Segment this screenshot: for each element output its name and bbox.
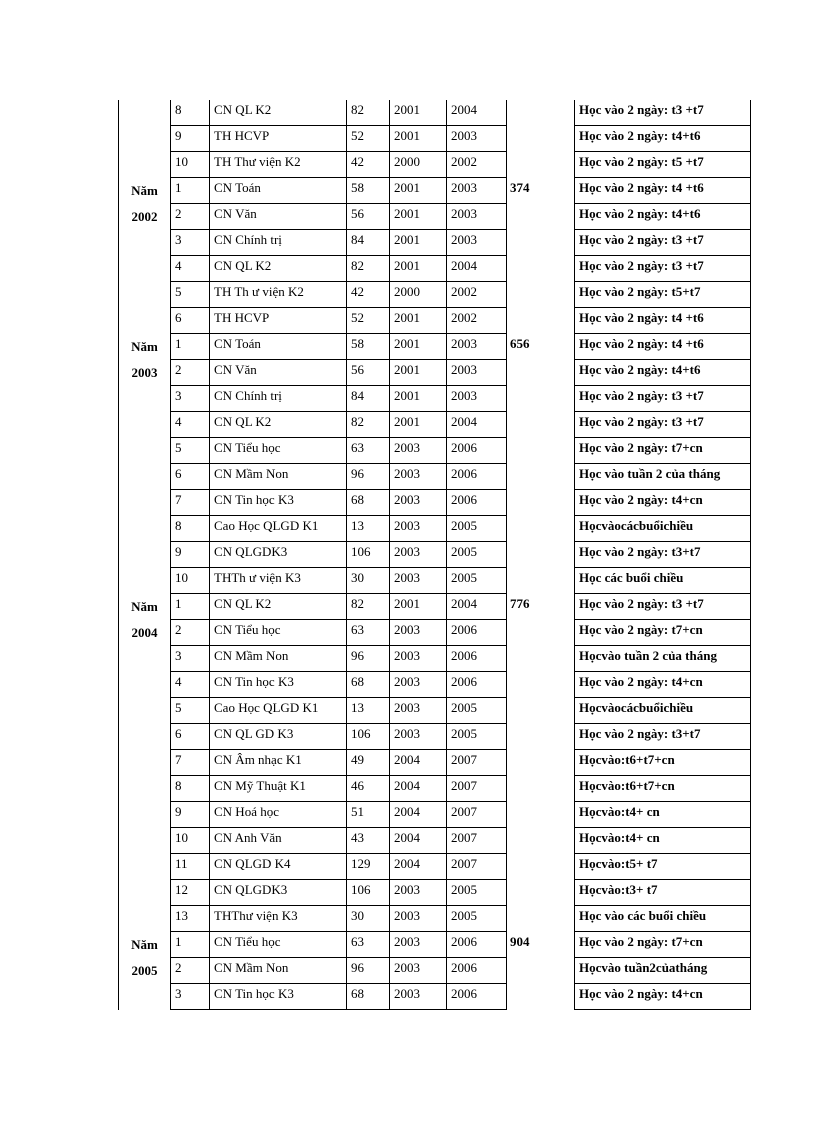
cell-name: CN Hoá học bbox=[210, 802, 347, 828]
year-value: 2004 bbox=[131, 624, 158, 640]
table-row bbox=[119, 412, 751, 438]
cell-name: Cao Học QLGD K1 bbox=[210, 698, 347, 724]
year-cell bbox=[119, 178, 171, 334]
cell-no: 5 bbox=[171, 282, 210, 308]
cell-to: 2006 bbox=[447, 438, 507, 464]
cell-from: 2001 bbox=[390, 204, 447, 230]
cell-no: 10 bbox=[171, 828, 210, 854]
cell-count: 68 bbox=[347, 984, 390, 1010]
cell-count: 129 bbox=[347, 854, 390, 880]
cell-from: 2001 bbox=[390, 256, 447, 282]
cell-count: 49 bbox=[347, 750, 390, 776]
cell-to: 2004 bbox=[447, 100, 507, 126]
cell-name: CN Toán bbox=[210, 334, 347, 360]
cell-count: 56 bbox=[347, 204, 390, 230]
cell-count: 82 bbox=[347, 256, 390, 282]
cell-no: 4 bbox=[171, 412, 210, 438]
cell-note: Học vào 2 ngày: t5+t7 bbox=[575, 282, 751, 308]
cell-count: 56 bbox=[347, 360, 390, 386]
cell-name: CN QL K2 bbox=[210, 256, 347, 282]
table-row bbox=[119, 776, 751, 802]
cell-count: 68 bbox=[347, 672, 390, 698]
table-row bbox=[119, 984, 751, 1010]
cell-name: CN QL K2 bbox=[210, 594, 347, 620]
cell-from: 2004 bbox=[390, 802, 447, 828]
cell-count: 30 bbox=[347, 906, 390, 932]
cell-to: 2006 bbox=[447, 958, 507, 984]
cell-to: 2007 bbox=[447, 802, 507, 828]
cell-from: 2003 bbox=[390, 438, 447, 464]
cell-count: 106 bbox=[347, 542, 390, 568]
year-cell bbox=[119, 334, 171, 594]
cell-name: CN QLGD K4 bbox=[210, 854, 347, 880]
cell-count: 58 bbox=[347, 334, 390, 360]
cell-from: 2003 bbox=[390, 542, 447, 568]
cell-note: Học vào 2 ngày: t7+cn bbox=[575, 620, 751, 646]
table-row bbox=[119, 646, 751, 672]
cell-to: 2006 bbox=[447, 464, 507, 490]
cell-note: Họcvàocácbuổichiều bbox=[575, 516, 751, 542]
cell-to: 2003 bbox=[447, 230, 507, 256]
cell-note: Họcvào tuần 2 của tháng bbox=[575, 646, 751, 672]
cell-note: Họcvào tuần2củatháng bbox=[575, 958, 751, 984]
cell-from: 2003 bbox=[390, 646, 447, 672]
cell-note: Học vào 2 ngày: t4 +t6 bbox=[575, 334, 751, 360]
cell-no: 1 bbox=[171, 594, 210, 620]
cell-to: 2007 bbox=[447, 776, 507, 802]
cell-count: 96 bbox=[347, 646, 390, 672]
cell-from: 2003 bbox=[390, 698, 447, 724]
cell-count: 82 bbox=[347, 100, 390, 126]
cell-to: 2005 bbox=[447, 880, 507, 906]
cell-count: 42 bbox=[347, 282, 390, 308]
cell-name: CN Văn bbox=[210, 360, 347, 386]
cell-to: 2005 bbox=[447, 568, 507, 594]
cell-to: 2003 bbox=[447, 334, 507, 360]
table-row bbox=[119, 672, 751, 698]
table-row bbox=[119, 490, 751, 516]
cell-note: Học vào 2 ngày: t4+cn bbox=[575, 672, 751, 698]
cell-to: 2006 bbox=[447, 646, 507, 672]
table-row bbox=[119, 724, 751, 750]
cell-no: 9 bbox=[171, 542, 210, 568]
cell-no: 2 bbox=[171, 204, 210, 230]
total-cell: 904 bbox=[507, 932, 575, 1010]
table-row bbox=[119, 906, 751, 932]
cell-name: CN Tin học K3 bbox=[210, 984, 347, 1010]
cell-no: 6 bbox=[171, 308, 210, 334]
cell-to: 2002 bbox=[447, 282, 507, 308]
cell-to: 2005 bbox=[447, 698, 507, 724]
cell-no: 8 bbox=[171, 100, 210, 126]
cell-from: 2001 bbox=[390, 360, 447, 386]
table-row bbox=[119, 178, 751, 204]
cell-note: Họcvào:t4+ cn bbox=[575, 828, 751, 854]
cell-name: THTh ư viện K3 bbox=[210, 568, 347, 594]
cell-note: Học vào 2 ngày: t3 +t7 bbox=[575, 256, 751, 282]
cell-from: 2004 bbox=[390, 750, 447, 776]
cell-from: 2003 bbox=[390, 568, 447, 594]
cell-to: 2003 bbox=[447, 360, 507, 386]
table-row bbox=[119, 100, 751, 126]
table-row bbox=[119, 204, 751, 230]
cell-from: 2001 bbox=[390, 178, 447, 204]
cell-from: 2001 bbox=[390, 100, 447, 126]
cell-to: 2004 bbox=[447, 412, 507, 438]
year-label: Năm bbox=[131, 598, 158, 614]
table-row bbox=[119, 256, 751, 282]
cell-to: 2005 bbox=[447, 724, 507, 750]
cell-from: 2001 bbox=[390, 386, 447, 412]
table-row bbox=[119, 698, 751, 724]
table-row bbox=[119, 880, 751, 906]
table-row bbox=[119, 828, 751, 854]
cell-note: Học vào các buổi chiều bbox=[575, 906, 751, 932]
cell-note: Họcvào:t4+ cn bbox=[575, 802, 751, 828]
cell-note: Học vào 2 ngày: t4 +t6 bbox=[575, 178, 751, 204]
cell-count: 63 bbox=[347, 620, 390, 646]
cell-count: 106 bbox=[347, 724, 390, 750]
cell-note: Học vào 2 ngày: t3+t7 bbox=[575, 724, 751, 750]
cell-no: 6 bbox=[171, 724, 210, 750]
cell-name: CN QL GD K3 bbox=[210, 724, 347, 750]
table-row bbox=[119, 360, 751, 386]
cell-to: 2007 bbox=[447, 750, 507, 776]
cell-name: CN Mầm Non bbox=[210, 464, 347, 490]
cell-to: 2006 bbox=[447, 672, 507, 698]
cell-name: CN QL K2 bbox=[210, 100, 347, 126]
table-row bbox=[119, 854, 751, 880]
cell-name: CN Tin học K3 bbox=[210, 490, 347, 516]
year-label: Năm bbox=[131, 338, 158, 354]
cell-no: 5 bbox=[171, 698, 210, 724]
cell-to: 2004 bbox=[447, 256, 507, 282]
cell-from: 2001 bbox=[390, 594, 447, 620]
cell-name: CN Mầm Non bbox=[210, 958, 347, 984]
cell-count: 63 bbox=[347, 932, 390, 958]
cell-to: 2003 bbox=[447, 204, 507, 230]
cell-no: 2 bbox=[171, 360, 210, 386]
cell-to: 2002 bbox=[447, 152, 507, 178]
cell-count: 58 bbox=[347, 178, 390, 204]
table-row bbox=[119, 542, 751, 568]
cell-name: CN Mỹ Thuật K1 bbox=[210, 776, 347, 802]
cell-from: 2003 bbox=[390, 906, 447, 932]
table-row bbox=[119, 230, 751, 256]
cell-from: 2004 bbox=[390, 776, 447, 802]
table-row bbox=[119, 126, 751, 152]
cell-note: Học vào 2 ngày: t5 +t7 bbox=[575, 152, 751, 178]
cell-no: 8 bbox=[171, 776, 210, 802]
cell-name: Cao Học QLGD K1 bbox=[210, 516, 347, 542]
cell-no: 4 bbox=[171, 256, 210, 282]
cell-to: 2007 bbox=[447, 828, 507, 854]
cell-name: THThư viện K3 bbox=[210, 906, 347, 932]
cell-from: 2004 bbox=[390, 854, 447, 880]
cell-note: Học vào 2 ngày: t3 +t7 bbox=[575, 412, 751, 438]
cell-no: 10 bbox=[171, 152, 210, 178]
cell-name: CN Mầm Non bbox=[210, 646, 347, 672]
cell-no: 3 bbox=[171, 646, 210, 672]
cell-note: Học vào 2 ngày: t7+cn bbox=[575, 932, 751, 958]
table-row bbox=[119, 152, 751, 178]
cell-to: 2004 bbox=[447, 594, 507, 620]
cell-name: CN Văn bbox=[210, 204, 347, 230]
cell-name: CN Tiểu học bbox=[210, 620, 347, 646]
cell-no: 9 bbox=[171, 802, 210, 828]
cell-note: Học các buổi chiều bbox=[575, 568, 751, 594]
cell-name: CN Tiểu học bbox=[210, 932, 347, 958]
cell-no: 11 bbox=[171, 854, 210, 880]
cell-from: 2003 bbox=[390, 620, 447, 646]
cell-name: CN Chính trị bbox=[210, 386, 347, 412]
cell-note: Họcvào:t6+t7+cn bbox=[575, 776, 751, 802]
cell-count: 63 bbox=[347, 438, 390, 464]
year-value: 2003 bbox=[131, 364, 158, 380]
cell-no: 3 bbox=[171, 230, 210, 256]
cell-from: 2001 bbox=[390, 308, 447, 334]
cell-from: 2003 bbox=[390, 958, 447, 984]
cell-count: 51 bbox=[347, 802, 390, 828]
cell-name: CN QLGDK3 bbox=[210, 880, 347, 906]
year-value: 2002 bbox=[131, 208, 158, 224]
cell-to: 2003 bbox=[447, 126, 507, 152]
cell-note: Học vào 2 ngày: t4+t6 bbox=[575, 126, 751, 152]
cell-note: Học vào 2 ngày: t4+t6 bbox=[575, 204, 751, 230]
cell-from: 2003 bbox=[390, 490, 447, 516]
cell-note: Học vào 2 ngày: t4+cn bbox=[575, 984, 751, 1010]
cell-count: 13 bbox=[347, 516, 390, 542]
cell-name: CN Toán bbox=[210, 178, 347, 204]
cell-to: 2006 bbox=[447, 490, 507, 516]
table-row bbox=[119, 516, 751, 542]
cell-from: 2004 bbox=[390, 828, 447, 854]
cell-count: 52 bbox=[347, 308, 390, 334]
cell-note: Học vào 2 ngày: t3 +t7 bbox=[575, 594, 751, 620]
cell-count: 82 bbox=[347, 412, 390, 438]
cell-from: 2003 bbox=[390, 516, 447, 542]
total-cell: 374 bbox=[507, 178, 575, 334]
cell-note: Học vào 2 ngày: t3 +t7 bbox=[575, 230, 751, 256]
cell-no: 6 bbox=[171, 464, 210, 490]
table-row bbox=[119, 334, 751, 360]
cell-no: 1 bbox=[171, 178, 210, 204]
year-cell bbox=[119, 100, 171, 178]
total-cell: 656 bbox=[507, 334, 575, 594]
cell-no: 1 bbox=[171, 932, 210, 958]
table-row bbox=[119, 438, 751, 464]
cell-no: 1 bbox=[171, 334, 210, 360]
cell-name: CN Tin học K3 bbox=[210, 672, 347, 698]
cell-note: Học vào 2 ngày: t3 +t7 bbox=[575, 100, 751, 126]
year-cell bbox=[119, 932, 171, 1010]
cell-note: Họcvào:t3+ t7 bbox=[575, 880, 751, 906]
cell-to: 2003 bbox=[447, 178, 507, 204]
cell-no: 3 bbox=[171, 984, 210, 1010]
cell-from: 2001 bbox=[390, 230, 447, 256]
cell-from: 2000 bbox=[390, 152, 447, 178]
table-row bbox=[119, 386, 751, 412]
year-value: 2005 bbox=[131, 962, 158, 978]
cell-count: 13 bbox=[347, 698, 390, 724]
table-row bbox=[119, 282, 751, 308]
cell-name: CN QLGDK3 bbox=[210, 542, 347, 568]
cell-count: 30 bbox=[347, 568, 390, 594]
table-row bbox=[119, 958, 751, 984]
cell-note: Học vào 2 ngày: t4 +t6 bbox=[575, 308, 751, 334]
cell-name: TH HCVP bbox=[210, 126, 347, 152]
cell-name: TH HCVP bbox=[210, 308, 347, 334]
cell-name: CN QL K2 bbox=[210, 412, 347, 438]
cell-name: CN Anh Văn bbox=[210, 828, 347, 854]
cell-name: TH Thư viện K2 bbox=[210, 152, 347, 178]
cell-name: CN Chính trị bbox=[210, 230, 347, 256]
cell-from: 2003 bbox=[390, 464, 447, 490]
cell-to: 2007 bbox=[447, 854, 507, 880]
cell-count: 84 bbox=[347, 386, 390, 412]
table-row bbox=[119, 802, 751, 828]
cell-name: CN Tiểu học bbox=[210, 438, 347, 464]
cell-count: 106 bbox=[347, 880, 390, 906]
cell-count: 42 bbox=[347, 152, 390, 178]
cell-count: 68 bbox=[347, 490, 390, 516]
cell-count: 84 bbox=[347, 230, 390, 256]
cell-from: 2003 bbox=[390, 880, 447, 906]
cell-from: 2003 bbox=[390, 724, 447, 750]
cell-no: 2 bbox=[171, 958, 210, 984]
cell-from: 2003 bbox=[390, 984, 447, 1010]
total-cell: 776 bbox=[507, 594, 575, 932]
cell-to: 2005 bbox=[447, 906, 507, 932]
cell-no: 7 bbox=[171, 490, 210, 516]
cell-note: Họcvào:t6+t7+cn bbox=[575, 750, 751, 776]
cell-no: 12 bbox=[171, 880, 210, 906]
cell-to: 2005 bbox=[447, 542, 507, 568]
table-row bbox=[119, 464, 751, 490]
cell-note: Họcvào:t5+ t7 bbox=[575, 854, 751, 880]
cell-to: 2002 bbox=[447, 308, 507, 334]
cell-from: 2003 bbox=[390, 672, 447, 698]
cell-note: Họcvàocácbuổichiều bbox=[575, 698, 751, 724]
cell-note: Học vào 2 ngày: t3+t7 bbox=[575, 542, 751, 568]
cell-from: 2001 bbox=[390, 412, 447, 438]
table-row bbox=[119, 308, 751, 334]
cell-no: 7 bbox=[171, 750, 210, 776]
cell-no: 10 bbox=[171, 568, 210, 594]
table-row bbox=[119, 620, 751, 646]
cell-count: 52 bbox=[347, 126, 390, 152]
cell-count: 96 bbox=[347, 464, 390, 490]
cell-note: Học vào 2 ngày: t4+t6 bbox=[575, 360, 751, 386]
cell-count: 46 bbox=[347, 776, 390, 802]
table-row bbox=[119, 594, 751, 620]
cell-note: Học vào 2 ngày: t3 +t7 bbox=[575, 386, 751, 412]
cell-name: TH Th ư viện K2 bbox=[210, 282, 347, 308]
year-label: Năm bbox=[131, 182, 158, 198]
cell-to: 2006 bbox=[447, 984, 507, 1010]
cell-no: 4 bbox=[171, 672, 210, 698]
cell-count: 96 bbox=[347, 958, 390, 984]
cell-no: 2 bbox=[171, 620, 210, 646]
cell-no: 8 bbox=[171, 516, 210, 542]
cell-from: 2003 bbox=[390, 932, 447, 958]
cell-no: 13 bbox=[171, 906, 210, 932]
schedule-table bbox=[118, 100, 751, 1010]
cell-count: 43 bbox=[347, 828, 390, 854]
table-row bbox=[119, 750, 751, 776]
cell-to: 2003 bbox=[447, 386, 507, 412]
table-row bbox=[119, 568, 751, 594]
total-cell bbox=[507, 100, 575, 178]
cell-no: 9 bbox=[171, 126, 210, 152]
cell-to: 2005 bbox=[447, 516, 507, 542]
year-cell bbox=[119, 594, 171, 932]
cell-to: 2006 bbox=[447, 932, 507, 958]
cell-from: 2001 bbox=[390, 126, 447, 152]
cell-to: 2006 bbox=[447, 620, 507, 646]
cell-no: 3 bbox=[171, 386, 210, 412]
cell-count: 82 bbox=[347, 594, 390, 620]
schedule-table-body bbox=[119, 100, 751, 1010]
cell-name: CN Âm nhạc K1 bbox=[210, 750, 347, 776]
table-row bbox=[119, 932, 751, 958]
cell-note: Học vào 2 ngày: t7+cn bbox=[575, 438, 751, 464]
cell-note: Học vào 2 ngày: t4+cn bbox=[575, 490, 751, 516]
cell-no: 5 bbox=[171, 438, 210, 464]
cell-from: 2001 bbox=[390, 334, 447, 360]
cell-from: 2000 bbox=[390, 282, 447, 308]
cell-note: Học vào tuần 2 của tháng bbox=[575, 464, 751, 490]
year-label: Năm bbox=[131, 936, 158, 952]
